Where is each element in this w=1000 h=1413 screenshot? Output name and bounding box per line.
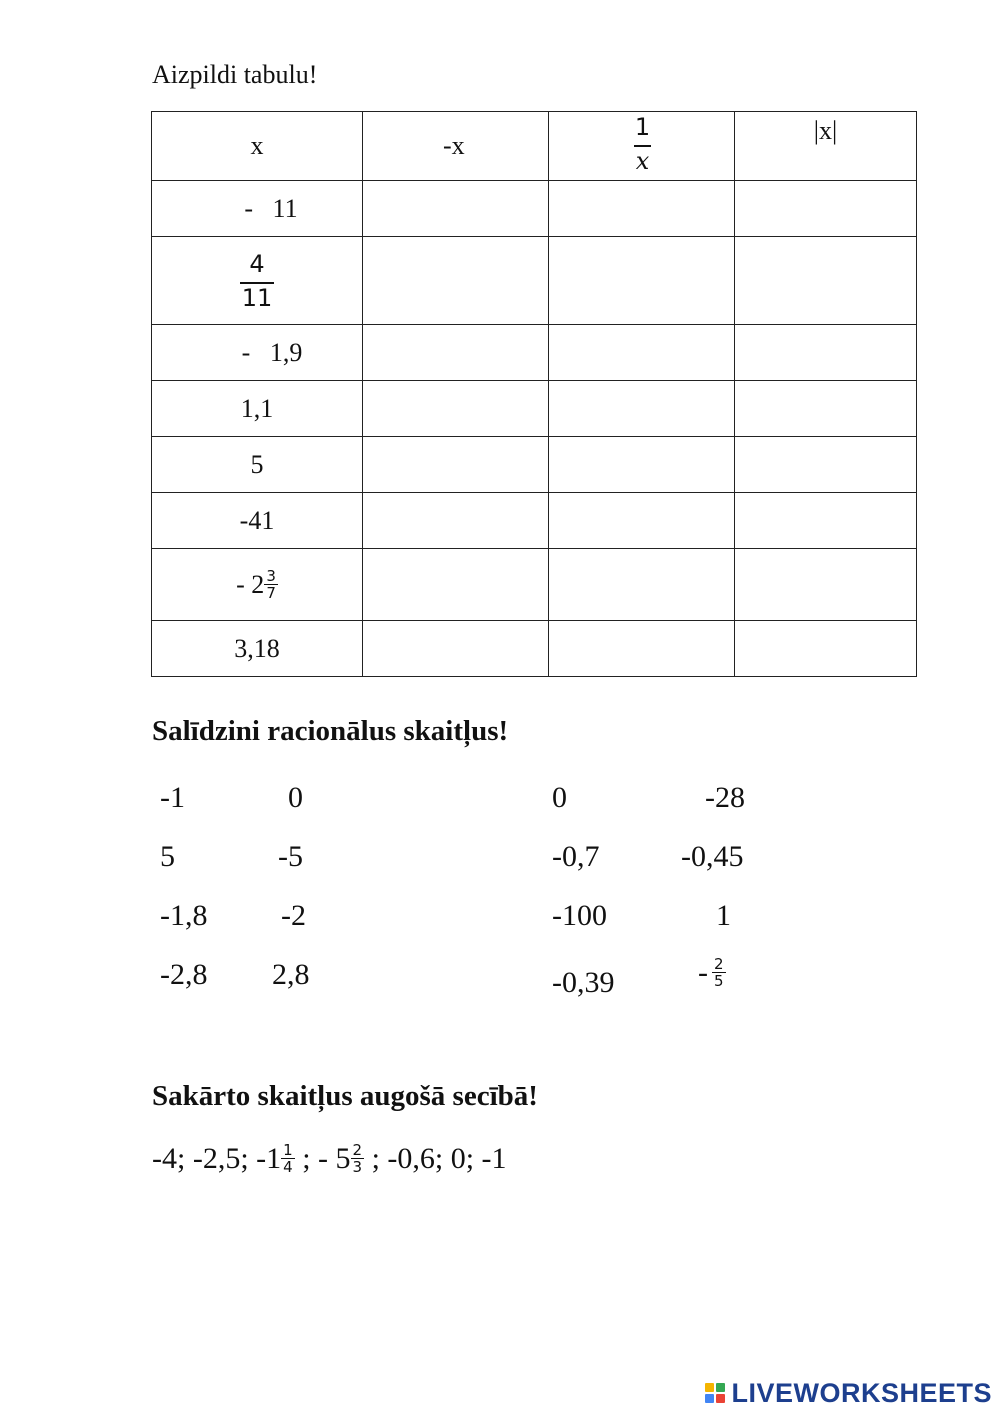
compare-left-a-3: -1,8 bbox=[160, 899, 208, 932]
cell-x bbox=[152, 181, 363, 237]
cell-x-value: - 1,9 bbox=[241, 337, 303, 367]
answer-neg-x[interactable] bbox=[363, 325, 549, 381]
compare-fraction bbox=[712, 957, 726, 989]
cell-x bbox=[152, 493, 363, 549]
compare-left-a-2: 5 bbox=[160, 840, 175, 873]
cell-x bbox=[152, 437, 363, 493]
answer-reciprocal[interactable] bbox=[549, 549, 735, 621]
cell-x-fraction bbox=[264, 569, 278, 601]
header-reciprocal bbox=[549, 112, 735, 181]
cell-mixed-whole: - 2 bbox=[236, 570, 265, 600]
answer-reciprocal[interactable] bbox=[549, 437, 735, 493]
seq-text-3: ; -0,6; 0; -1 bbox=[364, 1142, 507, 1176]
table-row bbox=[152, 493, 917, 549]
compare-heading: Salīdzini racionālus skaitļus! bbox=[152, 715, 509, 747]
seq-fraction-2 bbox=[351, 1143, 365, 1175]
cell-x-value: 5 bbox=[250, 449, 264, 479]
compare-sign-slot[interactable] bbox=[232, 780, 272, 816]
compare-right-a-4: -0,39 bbox=[552, 966, 615, 999]
header-frac-den: x bbox=[635, 147, 650, 175]
seq-text-2: ; - 5 bbox=[294, 1142, 351, 1176]
answer-reciprocal[interactable] bbox=[549, 181, 735, 237]
cell-x bbox=[152, 325, 363, 381]
answer-abs[interactable] bbox=[735, 237, 917, 325]
compare-frac-num: 2 bbox=[714, 955, 724, 973]
instruction-title: Aizpildi tabulu! bbox=[152, 60, 318, 89]
answer-abs[interactable] bbox=[735, 181, 917, 237]
header-neg-x bbox=[363, 112, 549, 181]
header-frac-num: 1 bbox=[634, 113, 651, 141]
table-row bbox=[152, 381, 917, 437]
cell-x-value: 3,18 bbox=[234, 633, 280, 663]
compare-left-b-4: 2,8 bbox=[272, 958, 310, 991]
cell-x-fraction bbox=[240, 249, 275, 312]
header-abs-label: |x| bbox=[813, 116, 838, 145]
answer-reciprocal[interactable] bbox=[549, 493, 735, 549]
answer-neg-x[interactable] bbox=[363, 381, 549, 437]
compare-right-b-2: -0,45 bbox=[681, 840, 744, 873]
compare-right-a-1: 0 bbox=[552, 781, 567, 814]
cell-x-value: -41 bbox=[239, 505, 275, 535]
seq-fraction-1 bbox=[281, 1143, 295, 1175]
compare-left-b-2: -5 bbox=[278, 840, 303, 873]
answer-reciprocal[interactable] bbox=[549, 621, 735, 677]
fill-table bbox=[151, 111, 917, 677]
seq-frac2-den: 3 bbox=[352, 1158, 363, 1177]
answer-abs[interactable] bbox=[735, 325, 917, 381]
answer-neg-x[interactable] bbox=[363, 181, 549, 237]
compare-left-b-3: -2 bbox=[281, 899, 306, 932]
answer-abs[interactable] bbox=[735, 493, 917, 549]
compare-right-b-1: -28 bbox=[705, 781, 745, 814]
order-heading: Sakārto skaitļus augošā secībā! bbox=[152, 1080, 538, 1112]
header-reciprocal-fraction bbox=[633, 115, 652, 173]
answer-reciprocal[interactable] bbox=[549, 237, 735, 325]
table-row bbox=[152, 549, 917, 621]
compare-right-a-3: -100 bbox=[552, 899, 607, 932]
seq-frac2-num: 2 bbox=[352, 1141, 363, 1160]
answer-neg-x[interactable] bbox=[363, 549, 549, 621]
answer-neg-x[interactable] bbox=[363, 237, 549, 325]
order-sequence bbox=[152, 1140, 507, 1176]
header-abs bbox=[735, 112, 917, 181]
cell-x bbox=[152, 237, 363, 325]
compare-sign-slot[interactable] bbox=[625, 898, 685, 934]
answer-reciprocal[interactable] bbox=[549, 381, 735, 437]
cell-x bbox=[152, 621, 363, 677]
table-row bbox=[152, 237, 917, 325]
brand-name: LIVEWORKSHEETS bbox=[731, 1377, 992, 1408]
answer-abs[interactable] bbox=[735, 381, 917, 437]
table-row bbox=[152, 621, 917, 677]
table-row bbox=[152, 325, 917, 381]
answer-reciprocal[interactable] bbox=[549, 325, 735, 381]
logo-square bbox=[716, 1394, 725, 1403]
cell-x-value: 1,1 bbox=[240, 393, 274, 423]
answer-neg-x[interactable] bbox=[363, 493, 549, 549]
liveworksheets-logo-icon bbox=[705, 1383, 725, 1403]
header-neg-x-label: -x bbox=[443, 131, 465, 160]
compare-right-a-2: -0,7 bbox=[552, 840, 600, 873]
compare-sign-slot[interactable] bbox=[225, 839, 265, 875]
header-x bbox=[152, 112, 363, 181]
seq-text-1: -4; -2,5; -1 bbox=[152, 1142, 282, 1176]
compare-left-a-1: -1 bbox=[160, 781, 185, 814]
cell-frac-den: 11 bbox=[241, 283, 273, 312]
compare-frac-den: 5 bbox=[714, 972, 724, 990]
minus-sign: - bbox=[698, 956, 708, 989]
cell-frac-num: 3 bbox=[266, 567, 276, 586]
compare-sign-slot[interactable] bbox=[614, 839, 674, 875]
answer-neg-x[interactable] bbox=[363, 437, 549, 493]
compare-sign-slot[interactable] bbox=[620, 780, 680, 816]
seq-frac1-num: 1 bbox=[283, 1141, 293, 1160]
logo-square bbox=[705, 1394, 714, 1403]
cell-x bbox=[152, 549, 363, 621]
header-x-label: x bbox=[250, 131, 264, 160]
compare-left-b-1: 0 bbox=[288, 781, 303, 814]
logo-square bbox=[716, 1383, 725, 1392]
seq-frac1-den: 4 bbox=[283, 1158, 293, 1177]
answer-neg-x[interactable] bbox=[363, 621, 549, 677]
answer-abs[interactable] bbox=[735, 549, 917, 621]
table-row bbox=[152, 181, 917, 237]
cell-x bbox=[152, 381, 363, 437]
table-row bbox=[152, 437, 917, 493]
cell-x-value: - 11 bbox=[244, 193, 298, 223]
compare-sign-slot[interactable] bbox=[230, 898, 270, 934]
compare-sign-slot[interactable] bbox=[226, 957, 266, 993]
answer-abs[interactable] bbox=[735, 437, 917, 493]
liveworksheets-logo bbox=[705, 1378, 992, 1408]
answer-abs[interactable] bbox=[735, 621, 917, 677]
logo-square bbox=[705, 1383, 714, 1392]
compare-sign-slot[interactable] bbox=[634, 965, 690, 1001]
compare-right-b-4 bbox=[698, 956, 726, 990]
compare-right-b-3: 1 bbox=[716, 899, 731, 932]
table-header-row bbox=[152, 112, 917, 181]
cell-frac-num: 4 bbox=[249, 249, 265, 278]
compare-left-a-4: -2,8 bbox=[160, 958, 208, 991]
cell-frac-den: 7 bbox=[266, 584, 276, 603]
